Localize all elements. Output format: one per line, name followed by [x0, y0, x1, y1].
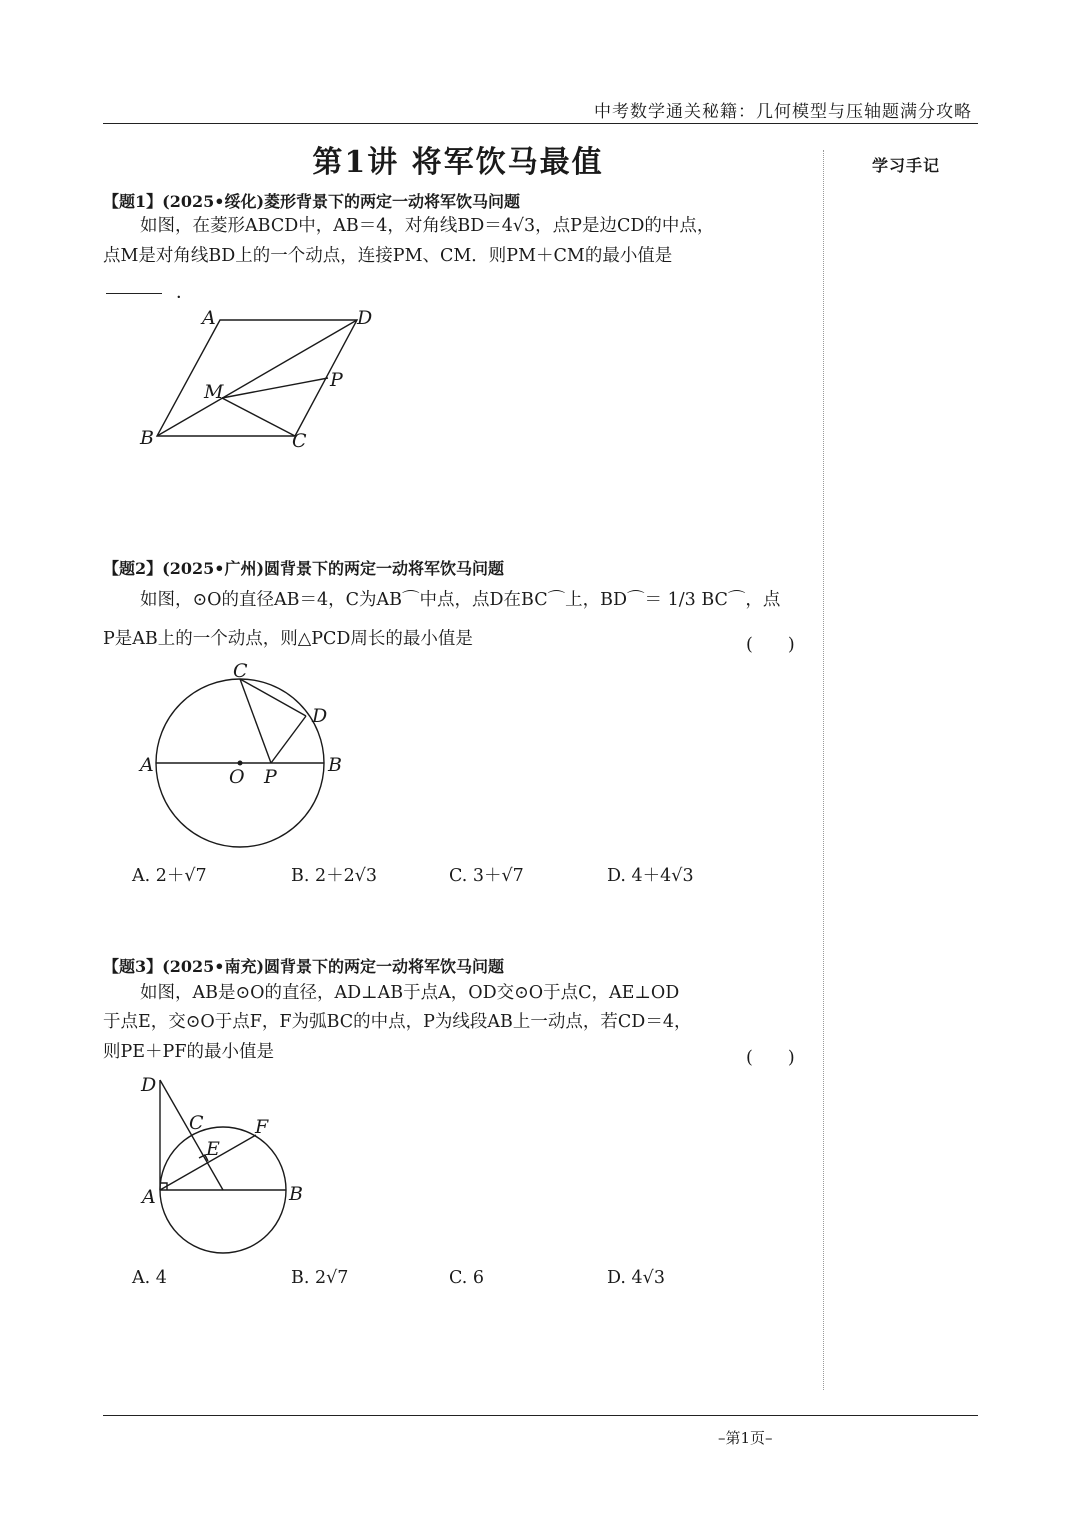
q2-text-line1: 如图，⊙O的直径AB＝4，C为AB⌒中点，点D在BC⌒上，BD⌒＝ 1/3 BC⌒，点 — [140, 590, 781, 610]
q1-label-p: P — [330, 369, 343, 391]
book-title: 中考数学通关秘籍：几何模型与压轴题满分攻略 — [594, 102, 972, 122]
q2-label-b: B — [328, 754, 342, 776]
q3-option-a[interactable]: A. 4 — [132, 1268, 167, 1288]
q3-label-d: D — [141, 1074, 157, 1096]
footer-rule — [103, 1415, 978, 1416]
q2-answer-paren: ( ) — [746, 635, 795, 655]
q1-text-line1: 如图，在菱形ABCD中，AB＝4，对角线BD＝4√3，点P是边CD的中点， — [140, 216, 715, 236]
q3-option-d[interactable]: D. 4√3 — [607, 1268, 665, 1288]
q3-answer-paren: ( ) — [746, 1048, 795, 1068]
q2-option-c[interactable]: C. 3＋√7 — [449, 866, 524, 886]
q3-label-a: A — [142, 1186, 156, 1208]
q2-option-b[interactable]: B. 2＋2√3 — [291, 866, 378, 886]
q3-text-line2: 于点E，交⊙O于点F，F为弧BC的中点，P为线段AB上一动点，若CD＝4， — [103, 1012, 692, 1032]
q3-text-line1: 如图，AB是⊙O的直径，AD⊥AB于点A，OD交⊙O于点C，AE⊥OD — [140, 983, 680, 1003]
q2-option-d[interactable]: D. 4＋4√3 — [607, 866, 694, 886]
q3-option-b[interactable]: B. 2√7 — [291, 1268, 349, 1288]
q2-label-d: D — [312, 705, 328, 727]
page-number: –第1页– — [718, 1429, 773, 1447]
q1-label-b: B — [140, 427, 154, 449]
q3-segment-od — [160, 1080, 223, 1190]
q1-end-mark: ． — [176, 282, 194, 303]
q1-label-c: C — [292, 430, 307, 452]
q3-label-e: E — [206, 1138, 220, 1160]
q3-label-f: F — [255, 1116, 269, 1138]
q2-heading: 【题2】(2025•广州)圆背景下的两定一动将军饮马问题 — [103, 559, 505, 578]
q2-label-a: A — [140, 754, 154, 776]
q3-heading: 【题3】(2025•南充)圆背景下的两定一动将军饮马问题 — [103, 957, 505, 976]
q3-text-line3: 则PE＋PF的最小值是 — [103, 1042, 274, 1062]
q2-label-c: C — [233, 660, 248, 682]
q1-label-m: M — [204, 381, 224, 403]
q1-label-a: A — [202, 307, 216, 329]
q2-text-line2: P是AB上的一个动点，则△PCD周长的最小值是 — [103, 629, 473, 649]
q1-label-d: D — [357, 307, 373, 329]
q2-option-a[interactable]: A. 2＋√7 — [132, 866, 207, 886]
q2-label-p: P — [264, 766, 277, 788]
q1-text-line2: 点M是对角线BD上的一个动点，连接PM、CM．则PM＋CM的最小值是 — [103, 246, 673, 266]
q2-label-o: O — [229, 766, 245, 788]
q3-option-c[interactable]: C. 6 — [449, 1268, 485, 1288]
notes-label: 学习手记 — [872, 156, 941, 175]
q1-heading: 【题1】(2025•绥化)菱形背景下的两定一动将军饮马问题 — [103, 192, 521, 211]
q3-label-b: B — [289, 1183, 303, 1205]
q3-label-c: C — [189, 1112, 204, 1134]
lecture-title: 第1讲 将军饮马最值 — [312, 145, 604, 180]
